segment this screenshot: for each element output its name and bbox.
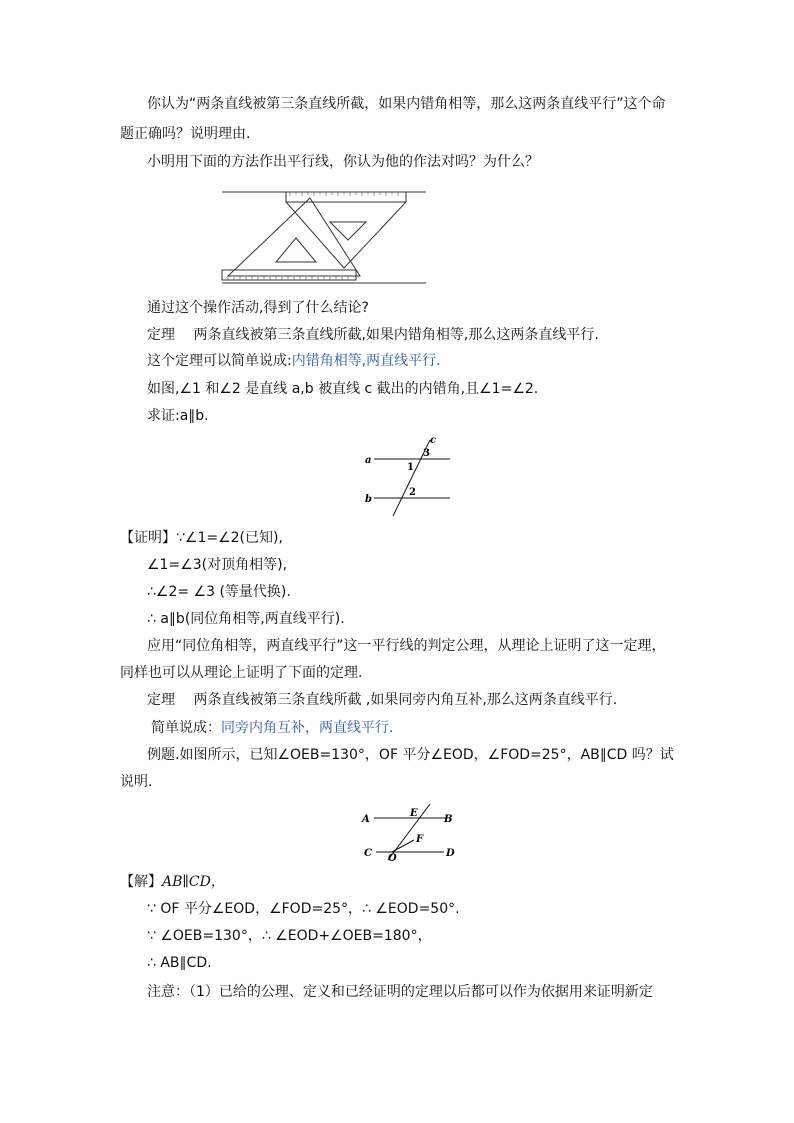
given-statement: 如图,∠1 和∠2 是直线 a,b 被直线 c 截出的内错角,且∠1=∠2.: [147, 381, 539, 397]
summary-2-prefix: 简单说成：: [151, 720, 221, 736]
label-A: A: [362, 814, 370, 825]
angle-1: 1: [407, 462, 414, 473]
solution-line-1: [120, 872, 225, 892]
label-D: D: [446, 848, 455, 859]
upper-set-square: [286, 202, 406, 268]
summary-2-highlight: 同旁内角互补，两直线平行.: [221, 720, 394, 736]
paragraph-4-line-2: 同样也可以从理论上证明了下面的定理.: [120, 665, 363, 681]
activity-question: 通过这个操作活动,得到了什么结论?: [147, 300, 369, 316]
theorem-2-text: 两条直线被第三条直线所截 ,如果同旁内角互补,那么这两条直线平行.: [193, 692, 618, 708]
label-F: F: [416, 834, 424, 845]
label-E: E: [410, 808, 418, 819]
angle-3: 3: [423, 448, 430, 459]
solution-line-2: ∵ OF 平分∠EOD，∠FOD=25°，∴ ∠EOD=50°.: [147, 901, 460, 917]
transversal-figure-2: [356, 802, 466, 864]
label-c: c: [430, 435, 437, 446]
theorem-2-summary: [151, 718, 393, 738]
angle-2: 2: [409, 487, 416, 498]
prove-statement: 求证:a∥b.: [147, 408, 209, 424]
lower-set-square-hole: [276, 238, 316, 262]
label-C: C: [364, 848, 372, 859]
bottom-ruler-ticks: [228, 276, 348, 280]
proof-heading: 【证明】: [120, 530, 176, 546]
ruler-set-square-figure: [218, 186, 430, 286]
theorem-2: [147, 690, 617, 710]
ray-OF: [392, 840, 414, 852]
proof-line-2: ∠1=∠3(对顶角相等),: [147, 557, 288, 573]
example-line-1: 例题.如图所示，已知∠OEB=130°，OF 平分∠EOD，∠FOD=25°，AB∥CD 吗？试: [147, 747, 674, 763]
question-1-line-1: 你认为“两条直线被第三条直线所截，如果内错角相等，那么这两条直线平行”这个命: [147, 96, 666, 112]
top-ruler-ticks: [290, 192, 398, 196]
theorem-1: [147, 325, 599, 345]
solution-conclusion: AB∥CD，: [162, 874, 225, 890]
label-b: b: [365, 494, 372, 505]
summary-prefix: 这个定理可以简单说成:: [147, 353, 292, 369]
proof-line-1: [120, 528, 283, 548]
note-line: 注意：（1）已给的公理、定义和已经证明的定理以后都可以作为依据用来证明新定: [147, 984, 653, 1000]
summary-highlight: 内错角相等,两直线平行.: [291, 353, 441, 369]
solution-heading: 【解】: [120, 874, 162, 890]
solution-line-3: ∵ ∠OEB=130°，∴ ∠EOD+∠OEB=180°，: [147, 928, 432, 944]
label-a: a: [365, 455, 372, 466]
transversal-figure-1: [360, 434, 460, 520]
theorem-1-summary: [147, 351, 441, 371]
example-line-2: 说明．: [120, 774, 162, 790]
proof-step-1: ∵∠1=∠2(已知),: [176, 530, 283, 546]
label-B: B: [444, 814, 453, 825]
proof-line-3: ∴∠2= ∠3 (等量代换).: [147, 584, 291, 600]
label-O: O: [388, 853, 397, 864]
theorem-2-label: 定理: [147, 692, 175, 708]
paragraph-4-line-1: 应用“同位角相等，两直线平行”这一平行线的判定公理，从理论上证明了这一定理，: [147, 638, 666, 654]
solution-line-4: ∴ AB∥CD.: [147, 955, 212, 971]
proof-line-4: ∴ a∥b(同位角相等,两直线平行).: [147, 611, 345, 627]
question-2: 小明用下面的方法作出平行线，你认为他的作法对吗？为什么？: [147, 154, 539, 170]
question-1-line-2: 题正确吗？说明理由.: [120, 126, 251, 142]
top-ruler: [286, 192, 406, 202]
theorem-1-text: 两条直线被第三条直线所截,如果内错角相等,那么这两条直线平行.: [193, 327, 599, 343]
theorem-1-label: 定理: [147, 327, 175, 343]
